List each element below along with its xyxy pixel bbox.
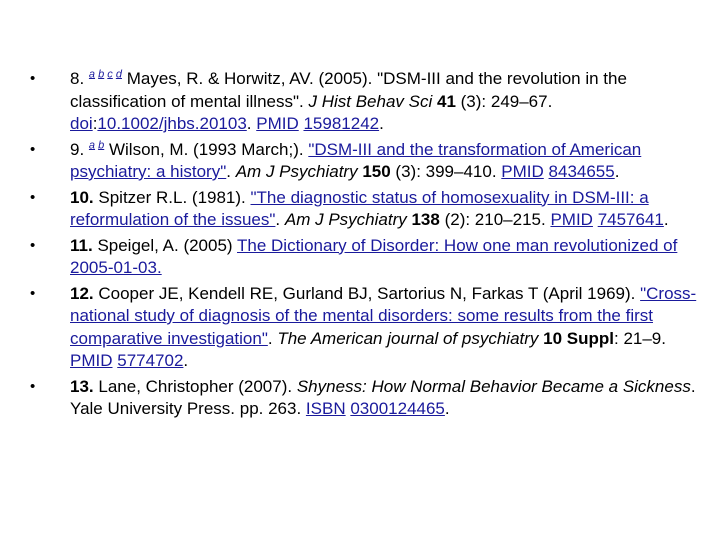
bullet: • xyxy=(30,140,36,158)
issue-pages: (3): 399–410. xyxy=(395,162,497,181)
journal-name: Am J Psychiatry xyxy=(284,210,407,229)
bullet: • xyxy=(30,377,36,395)
book-title: Shyness: How Normal Behavior Became a Sickness xyxy=(296,376,691,396)
backlink-d[interactable]: d xyxy=(115,68,122,81)
reference-number: 12. xyxy=(70,283,94,303)
reference-number: 8. xyxy=(70,69,85,88)
pmid-value-link[interactable]: 5774702 xyxy=(117,351,184,370)
reference-item-8: • 8. $^{a b c d}$ Mayes, R. & Horwitz, AV. (2005). "DSM-III and the revolution in the classification of mental illness". J Hist Behav Sci 41 (3): 249–67. doi:10.1002/jhbs.20103. PMID 15981242. xyxy=(30,68,627,133)
volume: 10 Suppl xyxy=(543,328,614,348)
journal-name: Am J Psychiatry xyxy=(235,162,358,181)
pmid-value-link[interactable]: 8434655 xyxy=(548,162,615,181)
backlinks xyxy=(89,139,104,151)
backlinks xyxy=(89,68,122,80)
pmid-link[interactable]: PMID xyxy=(550,210,593,229)
article-title-link[interactable]: "DSM-III and the transformation of American psychiatry: a history" xyxy=(70,139,642,181)
article-title-link[interactable]: "Cross-national study of diagnosis of the mental disorders: some results from the first comparative investigation" xyxy=(70,283,697,348)
backlink-a[interactable]: a xyxy=(88,138,96,151)
authors: Lane, Christopher (2007). xyxy=(98,376,293,396)
backlink-a[interactable]: a xyxy=(88,68,96,81)
isbn-value-link[interactable]: 0300124465 xyxy=(350,399,445,418)
pmid-link[interactable]: PMID xyxy=(256,114,299,133)
doi-value-link[interactable]: 10.1002/jhbs.20103 xyxy=(97,114,247,133)
backlink-b[interactable]: b xyxy=(98,68,105,81)
volume: 138 xyxy=(411,210,440,229)
pmid-link[interactable]: PMID xyxy=(70,351,113,370)
reference-item-13: • 13. Lane, Christopher (2007). Shyness: How Normal Behavior Became a Sickness. Yale University Press. pp. 263. ISBN 0300124465. xyxy=(30,376,696,418)
reference-number: 13. xyxy=(70,376,94,396)
authors: Wilson, M. (1993 March;). xyxy=(108,139,304,159)
pmid-value-link[interactable]: 15981242 xyxy=(303,114,380,133)
backlink-b[interactable]: b xyxy=(98,138,105,151)
publisher-info: . Yale University Press. pp. 263. xyxy=(70,376,696,418)
article-title-link[interactable]: "The diagnostic status of homosexuality in DSM-III: a reformulation of the issues" xyxy=(70,187,649,229)
bullet: • xyxy=(30,70,36,87)
authors: Spitzer R.L. (1981). xyxy=(98,187,246,207)
bullet: • xyxy=(30,236,36,254)
volume: 150 xyxy=(362,162,391,181)
isbn-link[interactable]: ISBN xyxy=(305,399,346,418)
reference-list xyxy=(30,68,700,424)
issue-pages: : 21–9. xyxy=(614,328,666,348)
issue-pages: (2): 210–215. xyxy=(444,210,546,229)
authors: Speigel, A. (2005) xyxy=(97,235,233,255)
volume: 41 xyxy=(436,91,456,111)
backlink-c[interactable]: c xyxy=(107,68,113,81)
article-title: "DSM-III and the revolution in the classification of mental illness". xyxy=(70,69,627,111)
authors: Cooper JE, Kendell RE, Gurland BJ, Sartorius N, Farkas T (April 1969). xyxy=(98,283,636,303)
bullet: • xyxy=(30,188,36,206)
pmid-value-link[interactable]: 7457641 xyxy=(597,210,664,229)
reference-number: 9. xyxy=(70,139,85,159)
doi-link[interactable]: doi xyxy=(70,114,93,133)
issue-pages: (3): 249–67. xyxy=(460,91,553,111)
reference-item-10: • 10. Spitzer R.L. (1981). "The diagnostic status of homosexuality in DSM-III: a reformulation of the issues". Am J Psychiatry 138 (2): 210–215. PMID 7457641. xyxy=(30,187,669,229)
journal-name: The American journal of psychiatry xyxy=(277,328,539,348)
reference-number: 10. xyxy=(70,187,94,207)
reference-number: 11. xyxy=(70,235,93,255)
authors: Mayes, R. & Horwitz, AV. (2005). xyxy=(126,69,373,88)
bullet: • xyxy=(30,284,36,302)
reference-item-12: • 12. Cooper JE, Kendell RE, Gurland BJ, Sartorius N, Farkas T (April 1969). "Cross-national study of diagnosis of the mental disorders: some results from the first comparative investigation". The American journal of psychiatry 10 Suppl: 21–9. PMID 5774702. xyxy=(30,283,697,370)
reference-item-9: • 9. $^{a b}$ Wilson, M. (1993 March;). "DSM-III and the transformation of American psychiatry: a history". Am J Psychiatry 150 (3): 399–410. PMID 8434655. xyxy=(30,138,642,181)
journal-name: J Hist Behav Sci xyxy=(308,91,433,111)
pmid-link[interactable]: PMID xyxy=(501,162,544,181)
article-title-link[interactable]: The Dictionary of Disorder: How one man revolutionized of 2005-01-03. xyxy=(70,235,678,277)
reference-item-11 xyxy=(30,235,700,280)
